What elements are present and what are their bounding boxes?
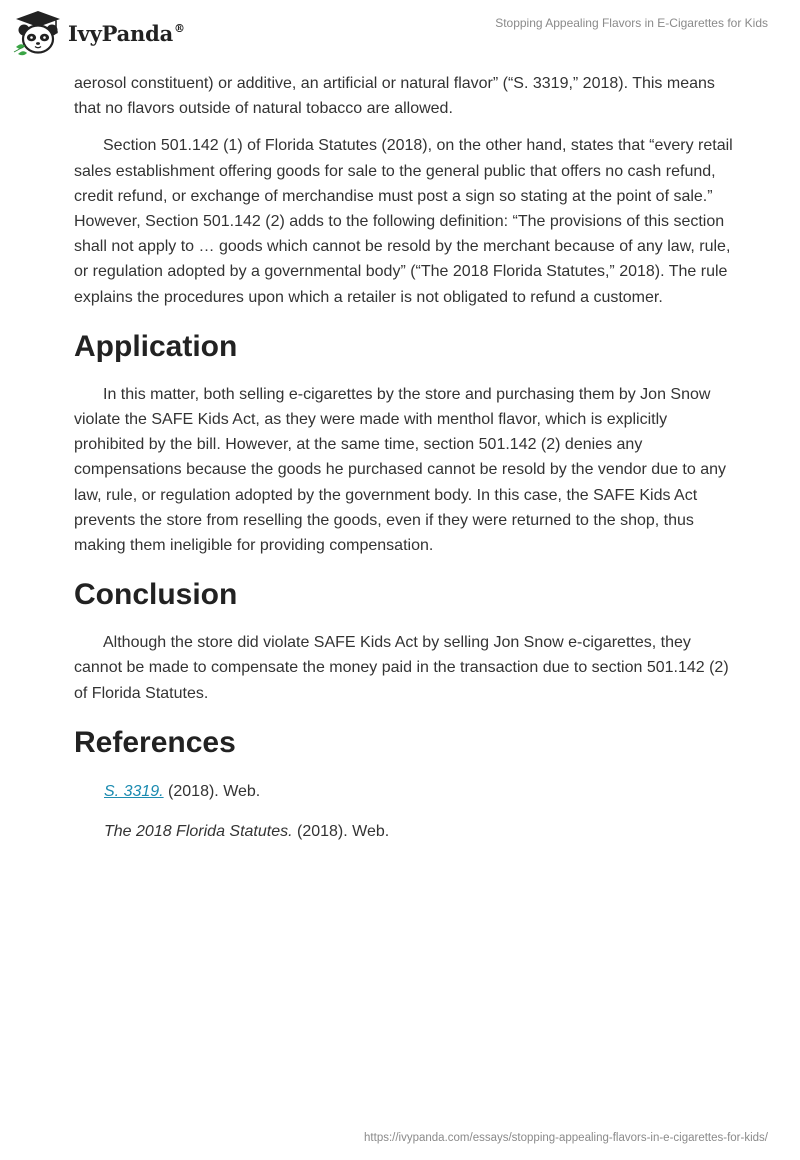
body-paragraph: aerosol constituent) or additive, an artificial or natural flavor” (“S. 3319,” 2018). This means that no flavors outside of natural tobacco are allowed. [74,75,715,118]
reference-details: (2018). Web. [292,822,390,840]
body-paragraph: In this matter, both selling e-cigarettes by the store and purchasing them by Jon Snow violate the SAFE Kids Act, as they were made with menthol flavor, which is explicitly prohibited by the bill. However, at the same time, section 501.142 (2) denies any compensations because the goods he purchased cannot be resold by the vendor due to any law, rule, or regulation adopted by the government body. In this case, the SAFE Kids Act prevents the store from reselling the goods, even if they were returned to the shop, thus making them ineligible for providing compensation. [74,385,727,555]
essay-content [74,71,734,844]
footer-url[interactable]: https://ivypanda.com/essays/stopping-appealing-flavors-in-e-cigarettes-for-kids/ [364,1132,768,1144]
page-header [0,0,800,70]
body-paragraph: Section 501.142 (1) of Florida Statutes (2018), on the other hand, states that “every retail sales establishment offering goods for sale to the general public that offers no cash refund, credit refund, or exchange of merchandise must post a sign so stating at the point of sale.” However, Section 501.142 (2) adds to the following definition: “The provisions of this section shall not apply to … goods which cannot be resold by the merchant because of any law, rule, or regulation adopted by a governmental body” (“The 2018 Florida Statutes,” 2018). The rule explains the procedures upon which a retailer is not obligated to refund a customer. [74,137,733,306]
ivypanda-logo[interactable] [12,9,185,57]
body-paragraph: Although the store did violate SAFE Kids Act by selling Jon Snow e-cigarettes, they cannot be made to compensate the money paid in the transaction due to section 501.142 (2) of Florida Statutes. [74,634,729,702]
section-heading-conclusion: Conclusion [74,578,238,612]
brand-text: IvyPanda [68,20,174,46]
reference-title: The 2018 Florida Statutes. [104,822,293,840]
reference-link[interactable]: S. 3319. [104,782,164,800]
section-heading-application: Application [74,329,238,363]
section-heading-references: References [74,725,236,759]
reference-details: (2018). Web. [163,782,261,800]
reference-entry [104,779,734,804]
panda-graduate-icon [12,9,64,57]
brand-name [68,21,185,46]
reference-entry [104,819,734,844]
running-title: Stopping Appealing Flavors in E-Cigarettes for Kids [495,16,768,30]
registered-mark: ® [174,21,185,35]
